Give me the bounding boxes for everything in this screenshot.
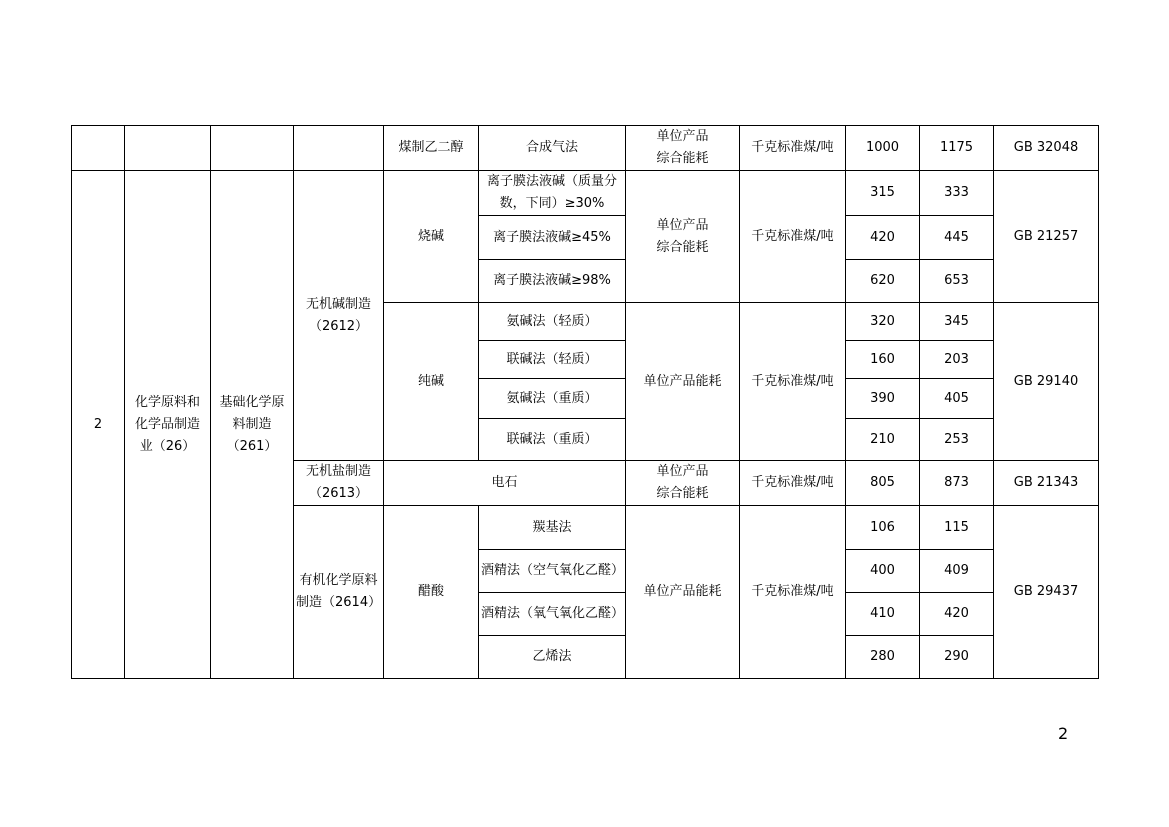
industry-cell	[125, 126, 211, 171]
unit-cell: 千克标准煤/吨	[740, 126, 846, 171]
value1-cell: 280	[846, 636, 920, 679]
process-cell: 氨碱法（重质）	[479, 379, 626, 419]
value1-cell: 320	[846, 303, 920, 341]
process-cell: 合成气法	[479, 126, 626, 171]
sub-industry-cell	[211, 126, 294, 171]
value1-cell: 210	[846, 419, 920, 461]
process-cell: 离子膜法液碱≥45%	[479, 216, 626, 260]
value2-cell: 445	[920, 216, 994, 260]
value2-cell: 1175	[920, 126, 994, 171]
value1-cell: 620	[846, 260, 920, 303]
product-cell: 纯碱	[384, 303, 479, 461]
category-cell	[294, 126, 384, 171]
value1-cell: 400	[846, 550, 920, 593]
standard-cell: GB 29437	[994, 506, 1099, 679]
process-cell: 离子膜法液碱≥98%	[479, 260, 626, 303]
product-cell: 醋酸	[384, 506, 479, 679]
table-row	[72, 126, 1099, 171]
value2-cell: 333	[920, 171, 994, 216]
value1-cell: 1000	[846, 126, 920, 171]
unit-cell: 千克标准煤/吨	[740, 506, 846, 679]
indicator-cell: 单位产品 综合能耗	[626, 126, 740, 171]
indicator-cell: 单位产品 综合能耗	[626, 171, 740, 303]
standard-cell: GB 21257	[994, 171, 1099, 303]
process-cell: 乙烯法	[479, 636, 626, 679]
value2-cell: 253	[920, 419, 994, 461]
seq-cell	[72, 126, 125, 171]
value2-cell: 290	[920, 636, 994, 679]
value2-cell: 203	[920, 341, 994, 379]
standard-cell: GB 29140	[994, 303, 1099, 461]
category-cell: 无机碱制造 （2612）	[294, 171, 384, 461]
value2-cell: 409	[920, 550, 994, 593]
category-cell: 有机化学原料 制造（2614）	[294, 506, 384, 679]
standard-cell: GB 32048	[994, 126, 1099, 171]
indicator-cell: 单位产品 综合能耗	[626, 461, 740, 506]
indicator-cell: 单位产品能耗	[626, 506, 740, 679]
value2-cell: 873	[920, 461, 994, 506]
process-cell: 离子膜法液碱（质量分 数，下同）≥30%	[479, 171, 626, 216]
process-cell: 氨碱法（轻质）	[479, 303, 626, 341]
value1-cell: 106	[846, 506, 920, 550]
industry-cell: 化学原料和 化学品制造 业（26）	[125, 171, 211, 679]
category-cell: 无机盐制造 （2613）	[294, 461, 384, 506]
value2-cell: 420	[920, 593, 994, 636]
value2-cell: 115	[920, 506, 994, 550]
process-cell: 酒精法（空气氧化乙醛）	[479, 550, 626, 593]
unit-cell: 千克标准煤/吨	[740, 461, 846, 506]
unit-cell: 千克标准煤/吨	[740, 303, 846, 461]
sub-industry-cell: 基础化学原 料制造（261）	[211, 171, 294, 679]
value1-cell: 160	[846, 341, 920, 379]
product-cell: 电石	[384, 461, 626, 506]
energy-standard-table	[71, 125, 1099, 679]
product-cell: 烧碱	[384, 171, 479, 303]
product-cell: 煤制乙二醇	[384, 126, 479, 171]
process-cell: 羰基法	[479, 506, 626, 550]
standard-cell: GB 21343	[994, 461, 1099, 506]
value2-cell: 345	[920, 303, 994, 341]
page-number: 2	[1058, 724, 1069, 743]
process-cell: 联碱法（轻质）	[479, 341, 626, 379]
value1-cell: 805	[846, 461, 920, 506]
indicator-cell: 单位产品能耗	[626, 303, 740, 461]
value2-cell: 653	[920, 260, 994, 303]
unit-cell: 千克标准煤/吨	[740, 171, 846, 303]
value1-cell: 410	[846, 593, 920, 636]
table-row	[72, 171, 1099, 216]
seq-cell: 2	[72, 171, 125, 679]
value1-cell: 420	[846, 216, 920, 260]
process-cell: 酒精法（氧气氧化乙醛）	[479, 593, 626, 636]
value1-cell: 315	[846, 171, 920, 216]
process-cell: 联碱法（重质）	[479, 419, 626, 461]
value2-cell: 405	[920, 379, 994, 419]
value1-cell: 390	[846, 379, 920, 419]
